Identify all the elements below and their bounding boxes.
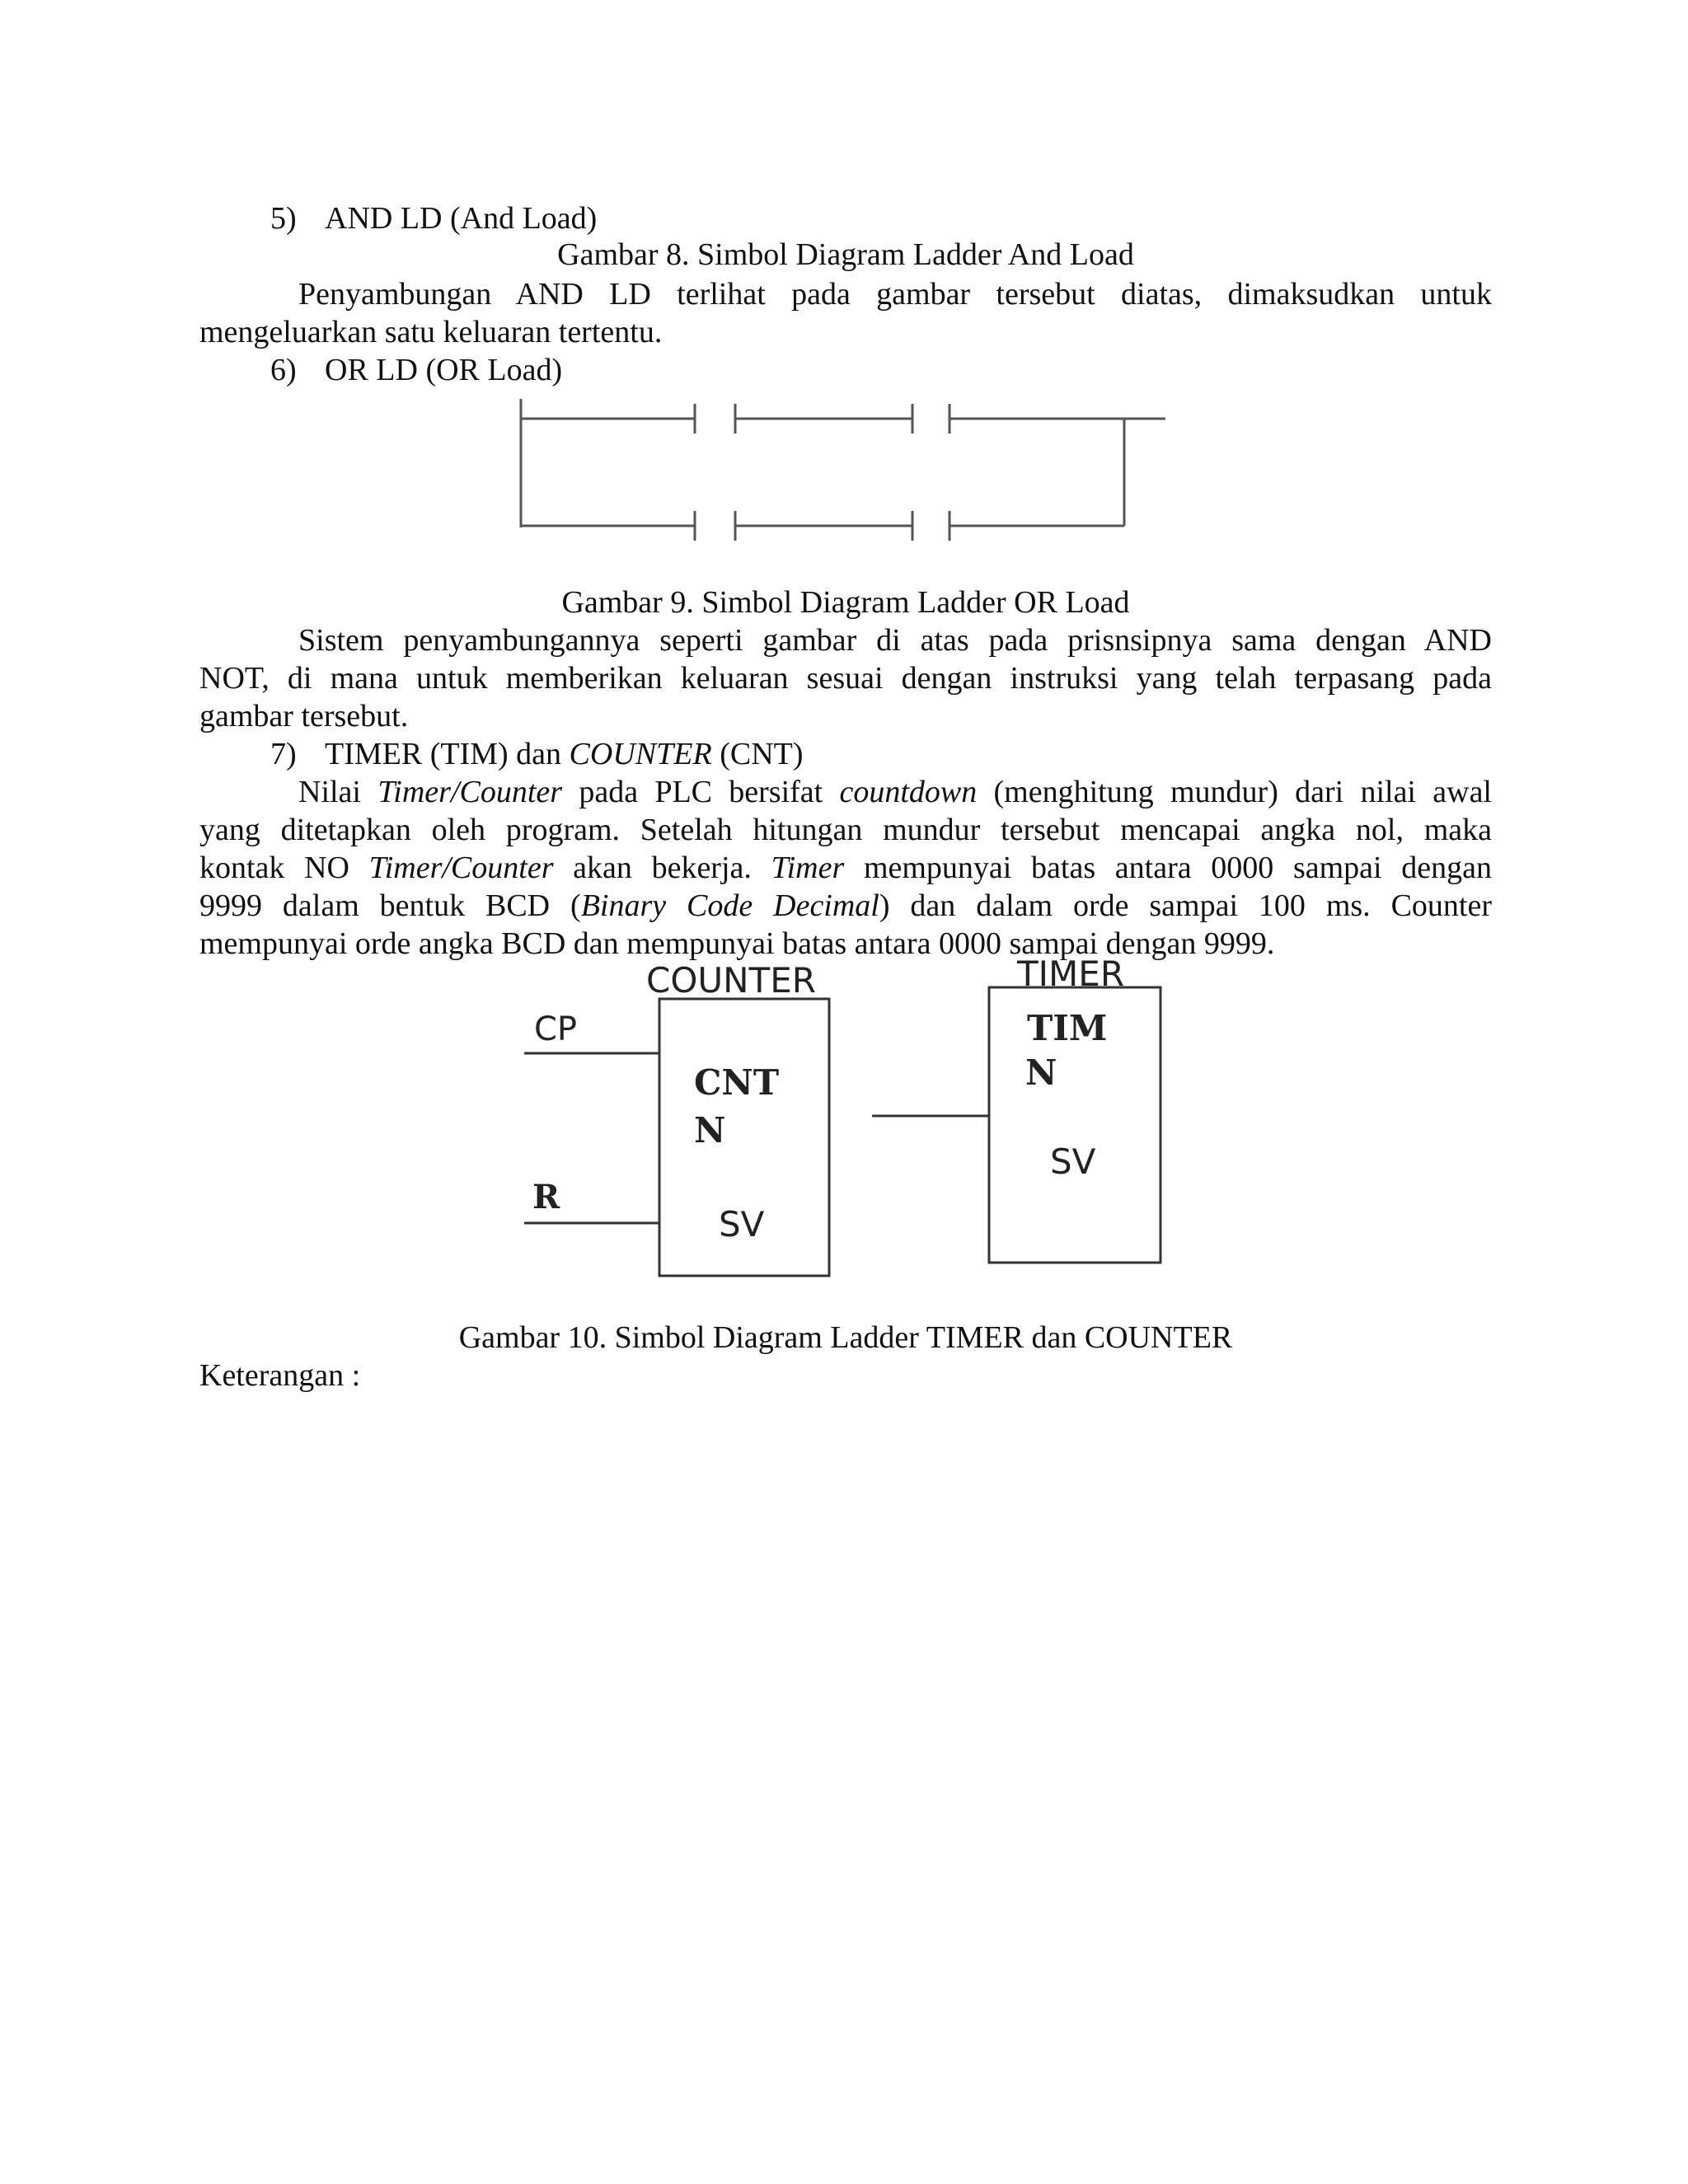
text-run: akan bekerja. bbox=[553, 851, 771, 885]
paragraph-2-line-1: Sistem penyambungannya seperti gambar di atas pada prisnsipnya sama dengan AND bbox=[298, 623, 1492, 658]
counter-sv-label: SV bbox=[719, 1204, 765, 1244]
text-run-italic: Timer/Counter bbox=[377, 775, 563, 809]
paragraph-3-line-2: yang ditetapkan oleh program. Setelah hitungan mundur tersebut mencapai angka nol, maka bbox=[199, 813, 1492, 847]
counter-cnt-label: CNT bbox=[694, 1062, 780, 1103]
text-run: 9999 dalam bentuk BCD ( bbox=[199, 888, 581, 923]
keterangan-label: Keterangan : bbox=[199, 1358, 361, 1393]
text-run-italic: Timer/Counter bbox=[368, 851, 554, 885]
text-run: ) dan dalam orde sampai 100 ms. Counter bbox=[879, 888, 1493, 923]
timer-tim-label: TIM bbox=[1027, 1008, 1108, 1048]
paragraph-1-line-1: Penyambungan AND LD terlihat pada gambar tersebut diatas, dimaksudkan untuk bbox=[298, 277, 1492, 312]
text-run-italic: Binary Code Decimal bbox=[580, 888, 879, 923]
figure-9-caption: Gambar 9. Simbol Diagram Ladder OR Load bbox=[561, 585, 1130, 620]
text-run: (menghitung mundur) dari nilai awal bbox=[977, 775, 1492, 809]
text-run: Nilai bbox=[298, 775, 378, 809]
timer-n-label: N bbox=[1025, 1052, 1057, 1093]
section-title-part: TIMER (TIM) dan bbox=[325, 737, 570, 771]
text-run-italic: Timer bbox=[771, 851, 845, 885]
section-number: 5) bbox=[270, 201, 297, 236]
paragraph-2-line-2: NOT, di mana untuk memberikan keluaran sesuai dengan instruksi yang telah terpasang pada bbox=[199, 661, 1492, 696]
section-title-italic: COUNTER bbox=[569, 737, 712, 771]
section-title-part: (CNT) bbox=[711, 737, 804, 771]
text-run: mempunyai batas antara 0000 sampai dengan bbox=[844, 851, 1492, 885]
text-run: kontak NO bbox=[199, 851, 369, 885]
figure-10-caption: Gambar 10. Simbol Diagram Ladder TIMER dan COUNTER bbox=[458, 1320, 1233, 1355]
figure-8-caption: Gambar 8. Simbol Diagram Ladder And Load bbox=[557, 237, 1134, 272]
section-title: AND LD (And Load) bbox=[325, 201, 598, 236]
section-number: 6) bbox=[270, 353, 297, 387]
paragraph-3-line-5: mempunyai orde angka BCD dan mempunyai batas antara 0000 sampai dengan 9999. bbox=[199, 926, 1275, 961]
paragraph-1-line-2: mengeluarkan satu keluaran tertentu. bbox=[199, 315, 663, 349]
paragraph-2-line-3: gambar tersebut. bbox=[199, 699, 409, 733]
timer-sv-label: SV bbox=[1050, 1141, 1096, 1182]
counter-reset-label: R bbox=[532, 1178, 560, 1216]
text-run: pada PLC bersifat bbox=[562, 775, 840, 809]
counter-cp-label: CP bbox=[534, 1010, 578, 1048]
counter-n-label: N bbox=[694, 1110, 726, 1151]
timer-title: TIMER bbox=[1017, 954, 1124, 994]
section-number: 7) bbox=[270, 737, 297, 771]
text-run-italic: countdown bbox=[839, 775, 978, 809]
counter-title: COUNTER bbox=[646, 960, 816, 1001]
section-title: OR LD (OR Load) bbox=[325, 353, 563, 387]
